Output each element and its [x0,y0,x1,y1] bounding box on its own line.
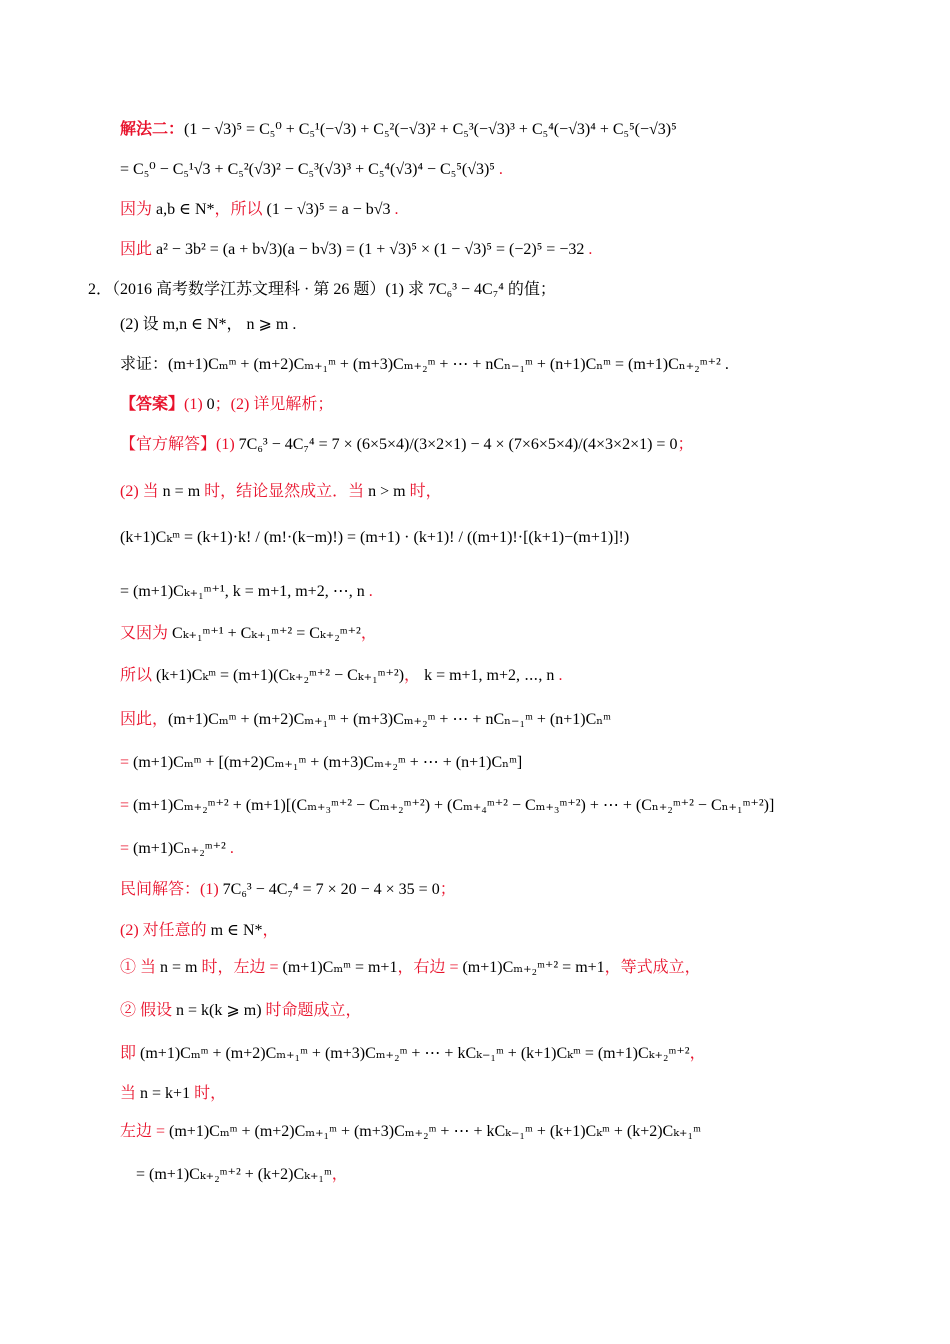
text-run: (m+1)Cₘᵐ = m+1 [282,959,398,976]
text-run: 时， [190,1085,227,1102]
text-run: ， [360,625,377,642]
text-run: 2．（2016 高考数学江苏文理科 · 第 26 题）(1) 求 7C₆³ − 4C₇⁴ 的值； [88,281,556,298]
text-run: n = m [160,959,198,976]
text-run: n > m [368,483,406,500]
text-run: ， [262,922,279,939]
official-3 [120,528,629,548]
text-run: 所以 [120,667,157,684]
official-6 [120,666,562,686]
text-run: . [554,667,563,684]
official-8 [120,753,522,773]
text-run: ，右边 = [397,959,463,976]
text-run: Cₖ₊₁ᵐ⁺¹ + Cₖ₊₁ᵐ⁺² = Cₖ₊₂ᵐ⁺² [172,625,361,642]
text-run: 时，结论显然成立．当 [200,483,369,500]
text-run: (k+1)Cₖᵐ = (m+1)(Cₖ₊₂ᵐ⁺² − Cₖ₊₁ᵐ⁺²) [156,667,405,684]
sol2-line2 [120,160,503,180]
text-run: (m+1)Cₘ₊₂ᵐ⁺² = m+1 [462,959,605,976]
sol2-line3 [120,200,399,220]
official-9 [120,796,774,816]
text-run: (1) [184,396,207,413]
text-run: (m+1)Cₘᵐ + [(m+2)Cₘ₊₁ᵐ + (m+3)Cₘ₊₂ᵐ + ⋯ + (n+1)Cₙᵐ] [133,754,523,771]
folk-8 [136,1165,348,1185]
folk-3 [120,958,701,978]
text-run: ， [331,1166,348,1183]
text-run: k = m+1, m+2, ⋯, n [424,667,555,684]
sol2-line4 [120,240,592,260]
text-run: ； [677,436,694,453]
text-run: (m+1)Cₘᵐ + (m+2)Cₘ₊₁ᵐ + (m+3)Cₘ₊₂ᵐ + ⋯ + kCₖ₋₁ᵐ + (k+1)Cₖᵐ = (m+1)Cₖ₊₂ᵐ⁺² [140,1045,690,1062]
text-run: n = k+1 [140,1085,191,1102]
text-run: 又因为 [120,625,173,642]
text-run: . [390,201,399,218]
text-run: = [120,797,134,814]
text-run: 时， [405,483,442,500]
official-4 [120,582,373,602]
text-run: 左边 = [120,1123,170,1140]
text-run: ，所以 [214,201,267,218]
text-run: 7C₆³ − 4C₇⁴ = 7 × (6×5×4)/(3×2×1) − 4 × (7×6×5×4)/(4×3×2×1) = 0 [238,436,678,453]
text-run: 因此 [120,241,157,258]
folk-6 [120,1084,226,1104]
text-run: a,b ∈ N* [156,201,215,218]
official-7 [120,710,611,730]
text-run: 【答案】 [120,396,185,413]
problem2-part2 [120,315,296,335]
text-run: (2) 当 [120,483,163,500]
problem2-title [88,280,556,300]
text-run: ， [689,1045,706,1062]
folk-2 [120,921,279,941]
text-run: n = k(k ⩾ m) [176,1002,262,1019]
text-run: 解法二： [120,121,185,138]
text-run: ① 当 [120,959,161,976]
folk-1 [120,880,456,900]
official-5 [120,624,377,644]
text-run: 求证：(m+1)Cₘᵐ + (m+2)Cₘ₊₁ᵐ + (m+3)Cₘ₊₂ᵐ + ⋯ + nCₙ₋₁ᵐ + (n+1)Cₙᵐ = (m+1)Cₙ₊₂ᵐ⁺² . [120,356,729,373]
text-run: = (m+1)Cₖ₊₁ᵐ⁺¹, k = m+1, m+2, ⋯, n [120,583,365,600]
text-run: (1 − √3)⁵ = C₅⁰ + C₅¹(−√3) + C₅²(−√3)² + C₅³(−√3)³ + C₅⁴(−√3)⁴ + C₅⁵(−√3)⁵ [184,121,677,138]
text-run: 民间解答：(1) [120,881,223,898]
problem2-prove [120,355,729,375]
official-2 [120,482,442,502]
text-run: (m+1)Cₘᵐ + (m+2)Cₘ₊₁ᵐ + (m+3)Cₘ₊₂ᵐ + ⋯ + nCₙ₋₁ᵐ + (n+1)Cₙᵐ [168,711,611,728]
answer [120,395,333,415]
text-run: (1 − √3)⁵ = a − b√3 [266,201,391,218]
text-run: 因此， [120,711,169,728]
text-run: 即 [120,1045,141,1062]
text-run: ② 假设 [120,1002,177,1019]
text-run: (2) 设 m,n ∈ N*， n ⩾ m . [120,316,297,333]
text-run: ；(2) 详见解析； [214,396,334,413]
text-run: m ∈ N* [210,922,263,939]
text-run: . [364,583,373,600]
text-run: 因为 [120,201,157,218]
text-run: (2) 对任意的 [120,922,211,939]
text-run: (k+1)Cₖᵐ = (k+1)·k! / (m!·(k−m)!) = (m+1) · (k+1)! / ((m+1)!·[(k+1)−(m+1)]!) [120,529,630,546]
text-run: ，等式成立， [604,959,701,976]
text-run: 7C₆³ − 4C₇⁴ = 7 × 20 − 4 × 35 = 0 [222,881,440,898]
text-run: 时命题成立， [261,1002,362,1019]
text-run: = (m+1)Cₖ₊₂ᵐ⁺² + (k+2)Cₖ₊₁ᵐ [136,1166,332,1183]
official-1 [120,435,693,455]
text-run: (m+1)Cₙ₊₂ᵐ⁺² [133,840,226,857]
text-run: ； [439,881,456,898]
text-run: (m+1)Cₘᵐ + (m+2)Cₘ₊₁ᵐ + (m+3)Cₘ₊₂ᵐ + ⋯ + kCₖ₋₁ᵐ + (k+1)Cₖᵐ + (k+2)Cₖ₊₁ᵐ [169,1123,701,1140]
text-run: n = m [162,483,201,500]
text-run: 【官方解答】(1) [120,436,239,453]
text-run: 时，左边 = [197,959,283,976]
sol2-line1 [120,120,677,140]
text-run: = [120,754,134,771]
folk-4 [120,1001,362,1021]
text-run: ， [404,667,425,684]
text-run: a² − 3b² = (a + b√3)(a − b√3) = (1 + √3)⁵ × (1 − √3)⁵ = (−2)⁵ = −32 [156,241,585,258]
text-run: . [225,840,234,857]
folk-5 [120,1044,706,1064]
text-run: 0 [206,396,215,413]
text-run: = C₅⁰ − C₅¹√3 + C₅²(√3)² − C₅³(√3)³ + C₅⁴(√3)⁴ − C₅⁵(√3)⁵ [120,161,495,178]
text-run: . [494,161,503,178]
folk-7 [120,1122,701,1142]
text-run: (m+1)Cₘ₊₂ᵐ⁺² + (m+1)[(Cₘ₊₃ᵐ⁺² − Cₘ₊₂ᵐ⁺²) + (Cₘ₊₄ᵐ⁺² − Cₘ₊₃ᵐ⁺²) + ⋯ + (Cₙ₊₂ᵐ⁺² − Cₙ₊₁ᵐ⁺²)] [133,797,775,814]
text-run: . [584,241,593,258]
text-run: = [120,840,134,857]
text-run: 当 [120,1085,141,1102]
official-10 [120,839,234,859]
